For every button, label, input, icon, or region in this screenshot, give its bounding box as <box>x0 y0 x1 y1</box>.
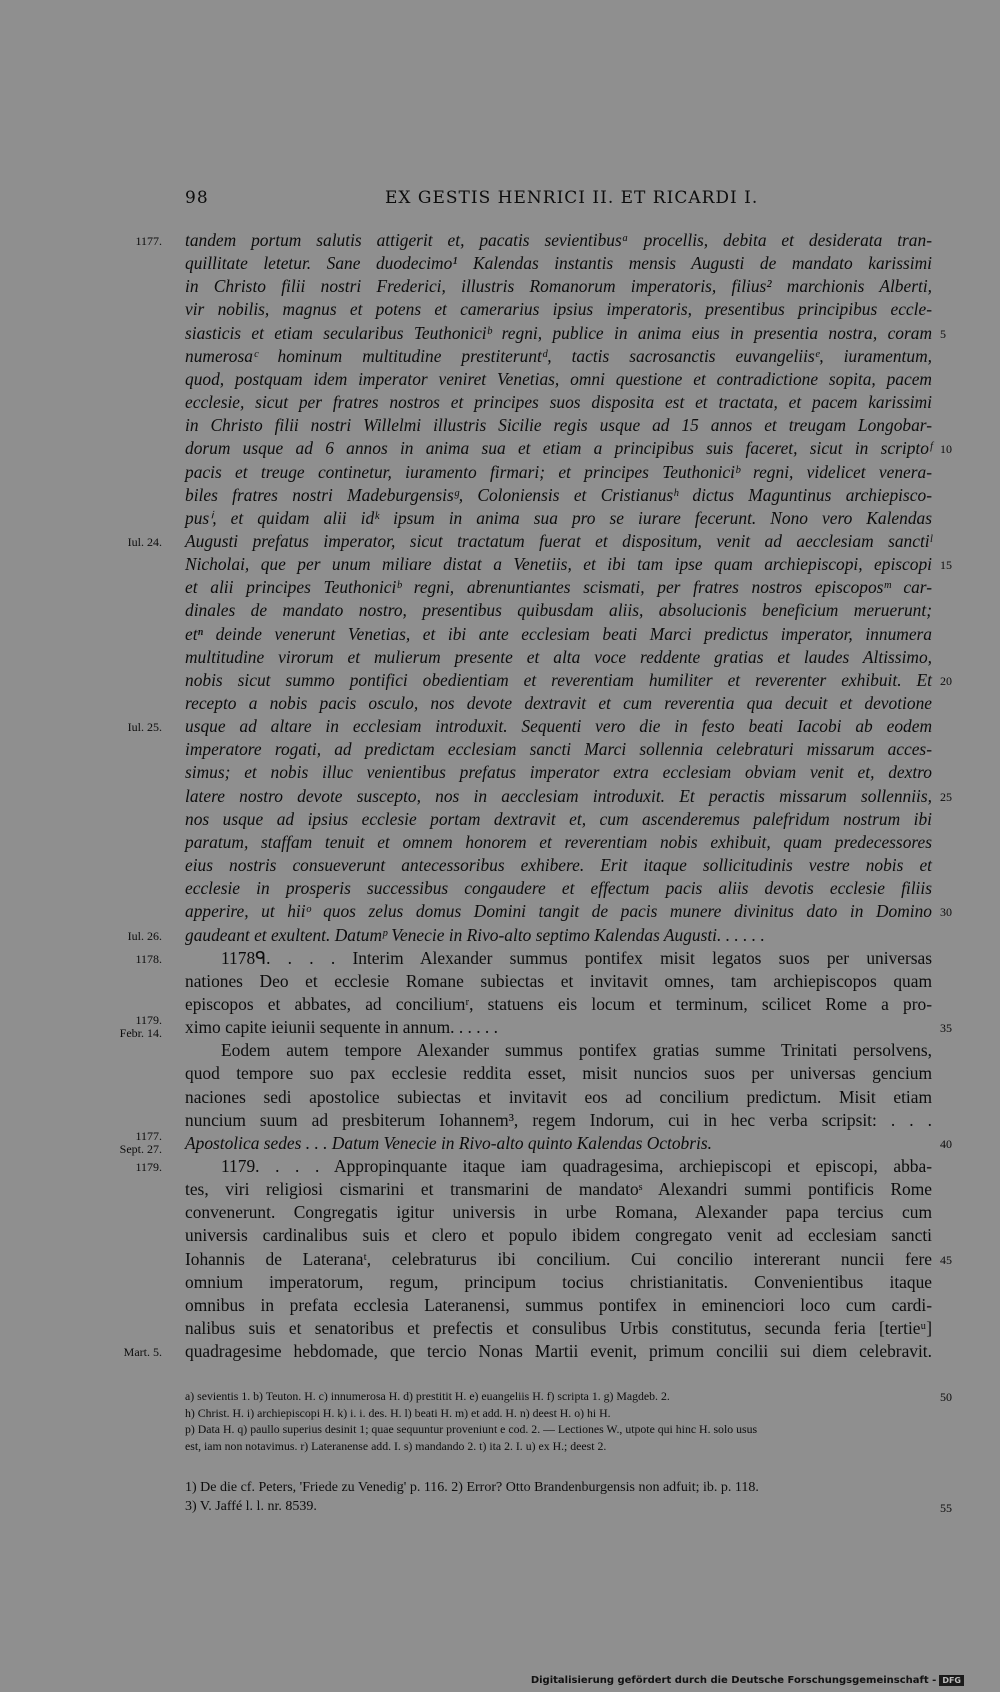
text-line: in Christo filii nostri Frederici, illustris Romanorum imperatoris, filius² marchionis Alberti, <box>185 276 932 297</box>
text-line: omnium imperatorum, regum, principum tocius christianitatis. Convenientibus itaque <box>185 1271 932 1292</box>
line-number: 50 <box>940 1390 952 1404</box>
margin-date: 1177. <box>135 1128 162 1143</box>
text-line: dinales de mandato nostro, presentibus quibusdam aliis, absolucionis beneficium meruerunt; <box>185 600 932 621</box>
text-line: Apostolica sedes . . . Datum Venecie in Rivo-alto quinto Kalendas Octobris. <box>185 1132 712 1153</box>
running-title: EX GESTIS HENRICI II. ET RICARDI I. <box>385 188 759 208</box>
text-line: episcopos et abbates, ad conciliumʳ, statuens eis locum et terminum, scilicet Rome a pro- <box>185 993 932 1014</box>
text-line: ecclesie, sicut per fratres nostros et principes suos disposita est et tractata, et pacem karissimi <box>185 392 932 413</box>
variant-note-line: p) Data H. q) paullo superius desinit 1; quae sequuntur proveniunt e cod. 2. — Lectiones W., utpote qui hinc H. solo usus <box>185 1422 758 1436</box>
line-number: 20 <box>940 673 952 688</box>
text-line: naciones sedi apostolice subiectas et invitavit eos ad concilium predictum. Misit etiam <box>185 1086 932 1107</box>
margin-date: Mart. 5. <box>123 1345 162 1360</box>
margin-date: 1179. <box>135 1013 162 1028</box>
text-line: gaudeant et exultent. Datumᵖ Venecie in Rivo-alto septimo Kalendas Augusti. . . . . . <box>185 924 765 945</box>
text-line: dorum usque ad 6 annos in anima sua et etiam a principibus suis faceret, sicut in scriptoᶠ <box>185 438 932 459</box>
digitization-text: Digitalisierung gefördert durch die Deutsche Forschungsgemeinschaft - <box>530 1675 937 1686</box>
text-line: universis cardinalibus suis et clero et populo ibidem congregato venit ad ecclesiam sancti <box>185 1225 932 1246</box>
margin-date: Iul. 26. <box>127 928 162 943</box>
line-number: 15 <box>940 558 952 573</box>
margin-date: 1179. <box>135 1160 162 1174</box>
text-line: siasticis et etiam secularibus Teuthoniciᵇ regni, publice in anima eius in presentia nostra, coram <box>185 322 932 343</box>
line-number: 35 <box>940 1021 952 1036</box>
digitization-footer <box>531 1675 964 1686</box>
text-line: recepto a nobis pacis osculo, nos devote dextravit et cum reverentia qua decuit et devotione <box>185 693 932 713</box>
text-line: pusⁱ, et quidam alii idᵏ ipsum in anima sua pro se iurare fecerunt. Nono vero Kalendas <box>185 507 932 528</box>
variant-note-line: a) sevientis 1. b) Teuton. H. c) innumerosa H. d) prestitit H. e) euangeliis H. f) scripta 1. g) Magdeb. 2. <box>185 1389 670 1403</box>
line-number: 25 <box>940 789 952 804</box>
text-line: omnibus in prefata ecclesia Lateranensi, summus pontifex in eminenciori loco cum cardi- <box>185 1294 932 1315</box>
line-number: 5 <box>940 326 946 341</box>
text-line: numerosaᶜ hominum multitudine prestiteruntᵈ, tactis sacrosanctis euvangeliisᵉ, iuramentum, <box>185 345 932 366</box>
footnote-line: 3) V. Jaffé l. l. nr. 8539. <box>185 1499 317 1514</box>
text-line: nationes Deo et ecclesie Romane subiectas et invitavit omnes, tam archiepiscopos quam <box>185 970 932 991</box>
text-line: nuncium suum ad presbiterum Iohannem³, regem Indorum, cui in hec verba scripsit: . . . <box>185 1109 932 1130</box>
margin-date: 1177. <box>135 234 162 248</box>
text-line: multitudine virorum et mulierum presente et alta voce reddente gratias et laudes Altissimo, <box>185 646 932 667</box>
text-line: eius nostris consueverunt antecessoribus exhibere. Erit itaque sollicitudinis vestre nobis et <box>185 855 932 876</box>
margin-date: 1178. <box>135 951 162 966</box>
text-line: Augusti prefatus imperator, sicut tractatum fuerat et dispositum, venit ad aecclesiam sanctiˡ <box>185 530 932 551</box>
text-line: nos usque ad ipsius ecclesie portam dextravit et, cum ascenderemus palefridum nostrum ibi <box>185 808 932 829</box>
text-line: quod tempore suo pax ecclesie reddita esset, misit nuncios suos per universas gencium <box>185 1063 932 1084</box>
text-line: tandem portum salutis attigerit et, pacatis sevientibusᵃ procellis, debita et desiderata tran- <box>185 230 932 250</box>
line-number: 30 <box>940 905 952 920</box>
footnote-line: 1) De die cf. Peters, 'Friede zu Venedig' p. 116. 2) Error? Otto Brandenburgensis non adfuit; ib. p. 118. <box>185 1480 759 1495</box>
text-line: usque ad altare in ecclesiam introduxit. Sequenti vero die in festo beati Iacobi ab eodem <box>185 716 932 737</box>
text-line: ecclesie in prosperis successibus congaudere et effectum pacis aliis devotis ecclesie filiis <box>185 878 932 899</box>
text-line: simus; et nobis illuc venientibus prefatus imperator extra ecclesiam obviam venit et, dextro <box>185 762 932 783</box>
dfg-logo-icon: DFG <box>939 1675 964 1686</box>
text-line: etⁿ deinde venerunt Venetias, et ibi ante ecclesiam beati Marci predictus imperator, innumera <box>185 623 932 644</box>
text-line: tes, viri religiosi cismarini et transmarini de mandatoˢ Alexandri summi pontificis Rome <box>185 1179 932 1200</box>
text-line: nobis sicut summo pontifici obedientiam et reverentiam humiliter et reverenter exhibuit. Et <box>185 669 932 690</box>
page-number: 98 <box>185 188 209 208</box>
text-line: vir nobilis, magnus et potens et camerarius ipsius imperatoris, presentibus principibus eccle- <box>185 299 932 320</box>
text-line: quod, postquam idem imperator veniret Venetias, omni questione et contradictione sopita, pacem <box>185 368 932 389</box>
text-line: Nicholai, que per unum miliare distat a Venetiis, et ibi tam ipse quam archiepiscopi, episcopi <box>185 554 932 575</box>
text-line: imperatore rogati, ad predictam ecclesiam sancti Marci sollennia celebraturi missarum acces- <box>185 739 932 760</box>
line-number: 45 <box>940 1252 952 1267</box>
page-header <box>0 188 1000 216</box>
text-line: 1179. . . . Appropinquante itaque iam quadragesima, archiepiscopi et episcopi, abba- <box>221 1156 932 1176</box>
text-line: apperire, ut hiiᵒ quos zelus domus Domini tangit de pacis munere divinitus dato in Domino <box>185 901 932 922</box>
line-number: 40 <box>940 1136 952 1151</box>
variant-note-line: est, iam non notavimus. r) Lateranense add. I. s) mandando 2. t) ita 2. I. u) ex H.; deest 2. <box>185 1438 607 1453</box>
text-line: 1178ᑫ. . . . Interim Alexander summus pontifex misit legatos suos per universas <box>221 947 932 968</box>
text-line: convenerunt. Congregatis igitur universis in urbe Romana, Alexander papa tercius cum <box>185 1202 932 1223</box>
text-line: pacis et treuge continetur, iuramento firmari; et principes Teuthoniciᵇ regni, videlicet venera- <box>185 461 932 482</box>
margin-date: Febr. 14. <box>119 1026 162 1041</box>
margin-date: Iul. 25. <box>127 720 162 735</box>
variant-note-line: h) Christ. H. i) archiepiscopi H. k) i. i. des. H. l) beati H. m) et add. H. n) deest H. o) hi H. <box>185 1405 611 1420</box>
text-line: quillitate letetur. Sane duodecimo¹ Kalendas instantis mensis Augusti de mandato karissimi <box>185 253 932 274</box>
text-line: biles fratres nostri Madeburgensisᵍ, Coloniensis et Cristianusʰ dictus Maguntinus archiepisco- <box>185 484 932 505</box>
margin-date: Iul. 24. <box>127 534 162 549</box>
text-line: latere nostro devote suscepto, nos in aecclesiam introduxit. Et peractis missarum sollenniis, <box>185 785 932 806</box>
text-line: ximo capite ieiunii sequente in annum. . . . . . <box>185 1017 498 1038</box>
text-line: nalibus suis et senatoribus et prefectis et consulibus Urbis constitutus, secunda feria [tertieᵘ] <box>185 1318 932 1339</box>
text-line: quadragesime hebdomade, que tercio Nonas Martii evenit, primum concilii sui diem celebravit. <box>185 1341 932 1362</box>
line-number: 10 <box>940 442 952 457</box>
text-line: Iohannis de Lateranaᵗ, celebraturus ibi concilium. Cui concilio intererant nuncii fere <box>185 1248 932 1269</box>
text-line: Eodem autem tempore Alexander summus pontifex gratias summe Trinitati persolvens, <box>221 1040 932 1061</box>
line-number: 55 <box>940 1501 952 1515</box>
text-line: paratum, staffam tenuit et omnem honorem et reverentiam nobis exhibuit, quam predecessores <box>185 831 932 852</box>
margin-date: Sept. 27. <box>119 1141 162 1156</box>
text-line: in Christo filii nostri Willelmi illustris Sicilie regis usque ad 15 annos et treugam Longobar- <box>185 415 932 436</box>
text-line: et alii principes Teuthoniciᵇ regni, abrenuntiantes scismati, per fratres nostros episcoposᵐ car- <box>185 577 932 598</box>
